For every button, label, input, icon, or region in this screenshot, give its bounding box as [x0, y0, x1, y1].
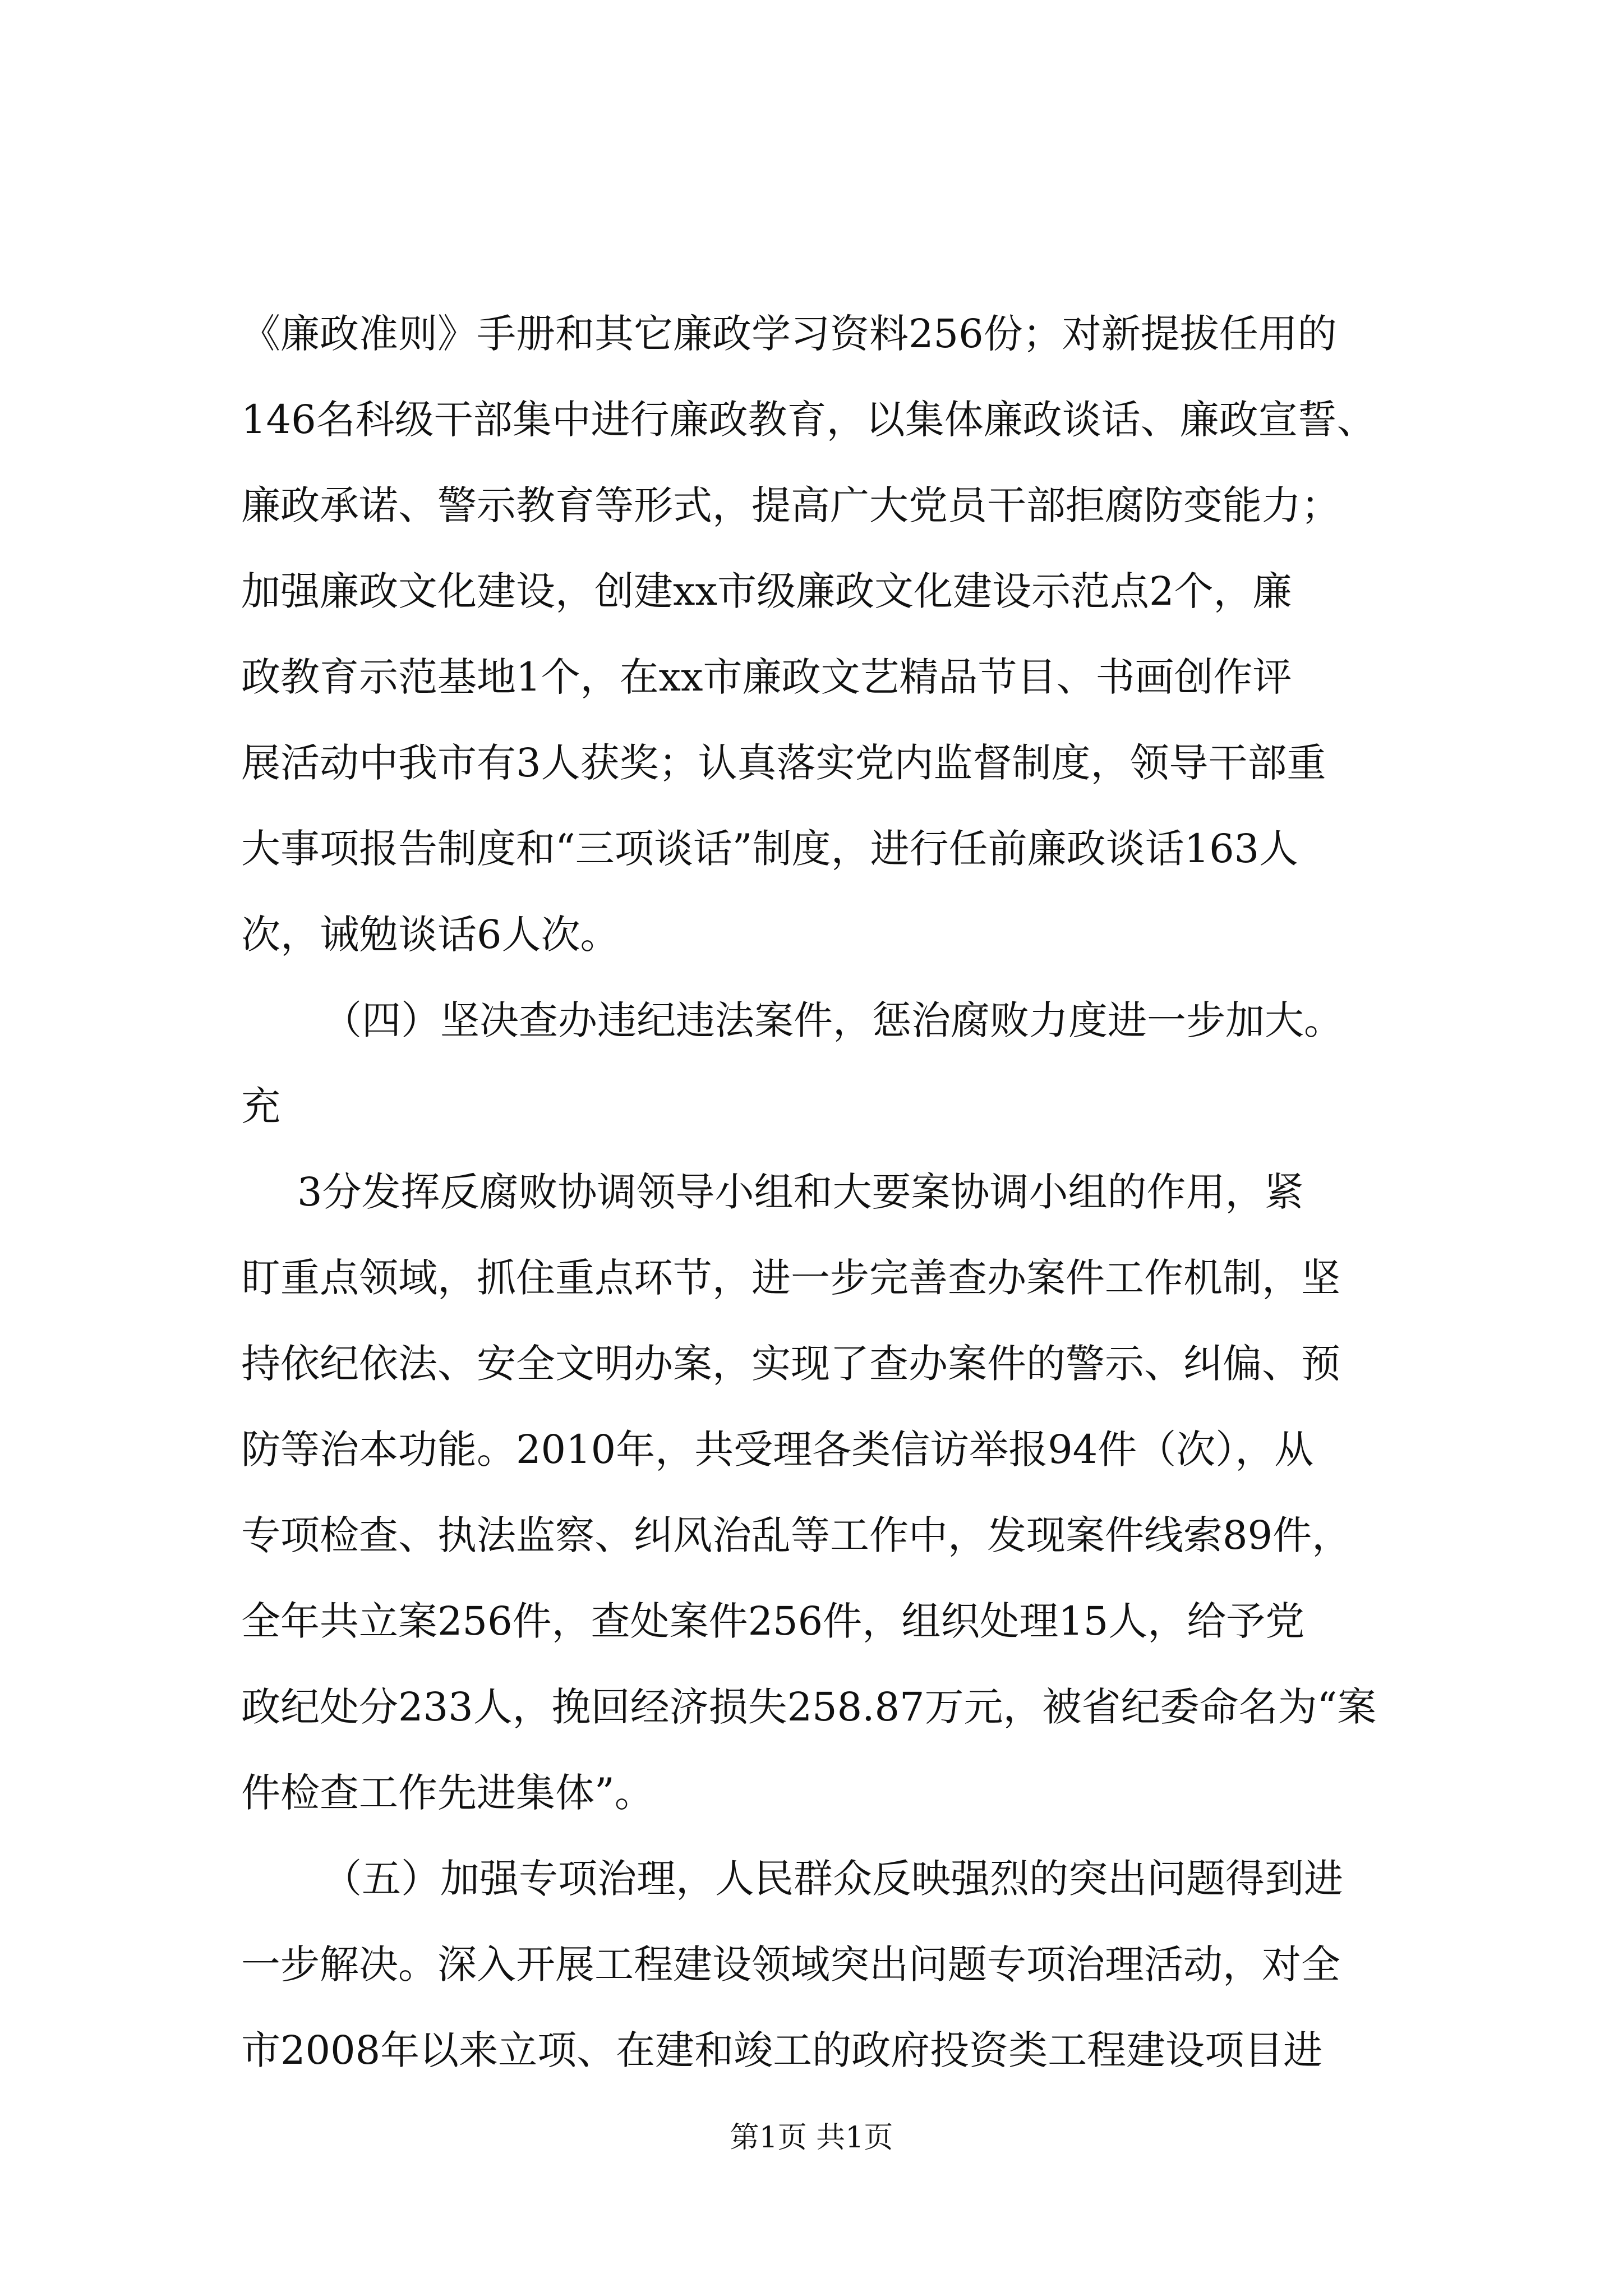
body-line: 防等治本功能。2010年，共受理各类信访举报94件（次），从	[241, 1427, 1314, 1473]
body-line: 政纪处分233人，挽回经济损失258.87万元，被省纪委命名为“案	[241, 1684, 1377, 1730]
body-line: 加强廉政文化建设，创建xx市级廉政文化建设示范点2个，廉	[241, 568, 1292, 614]
body-line: 持依纪依法、安全文明办案，实现了查办案件的警示、纠偏、预	[241, 1341, 1340, 1387]
body-line: 市2008年以来立项、在建和竣工的政府投资类工程建设项目进	[241, 2027, 1323, 2073]
body-line: 展活动中我市有3人获奖；认真落实党内监督制度，领导干部重	[241, 740, 1326, 786]
body-line: 廉政承诺、警示教育等形式，提高广大党员干部拒腐防变能力；	[241, 482, 1340, 528]
body-line: 全年共立案256件，查处案件256件，组织处理15人，给予党	[241, 1598, 1305, 1644]
section-heading-five: （五）加强专项治理，人民群众反映强烈的突出问题得到进	[322, 1856, 1343, 1902]
body-line: 盯重点领域，抓住重点环节，进一步完善查办案件工作机制，坚	[241, 1255, 1340, 1301]
body-line: 专项检查、执法监察、纠风治乱等工作中，发现案件线索89件，	[241, 1512, 1352, 1558]
body-line: 146名科级干部集中进行廉政教育，以集体廉政谈话、廉政宣誓、	[241, 397, 1376, 443]
body-line: 一步解决。深入开展工程建设领域突出问题专项治理活动，对全	[241, 1941, 1340, 1987]
body-line: 次，诫勉谈话6人次。	[241, 912, 620, 958]
body-line: 件检查工作先进集体”。	[241, 1770, 654, 1816]
body-line: 大事项报告制度和“三项谈话”制度，进行任前廉政谈话163人	[241, 826, 1299, 872]
page-footer: 第1页 共1页	[730, 2121, 893, 2155]
body-line: 3分发挥反腐败协调领导小组和大要案协调小组的作用，紧	[297, 1169, 1304, 1215]
body-line: 《廉政准则》手册和其它廉政学习资料256份；对新提拔任用的	[241, 311, 1337, 357]
body-line: 充	[241, 1083, 280, 1129]
section-heading-four: （四）坚决查办违纪违法案件，惩治腐败力度进一步加大。	[322, 997, 1343, 1043]
body-line: 政教育示范基地1个，在xx市廉政文艺精品节目、书画创作评	[241, 654, 1292, 700]
